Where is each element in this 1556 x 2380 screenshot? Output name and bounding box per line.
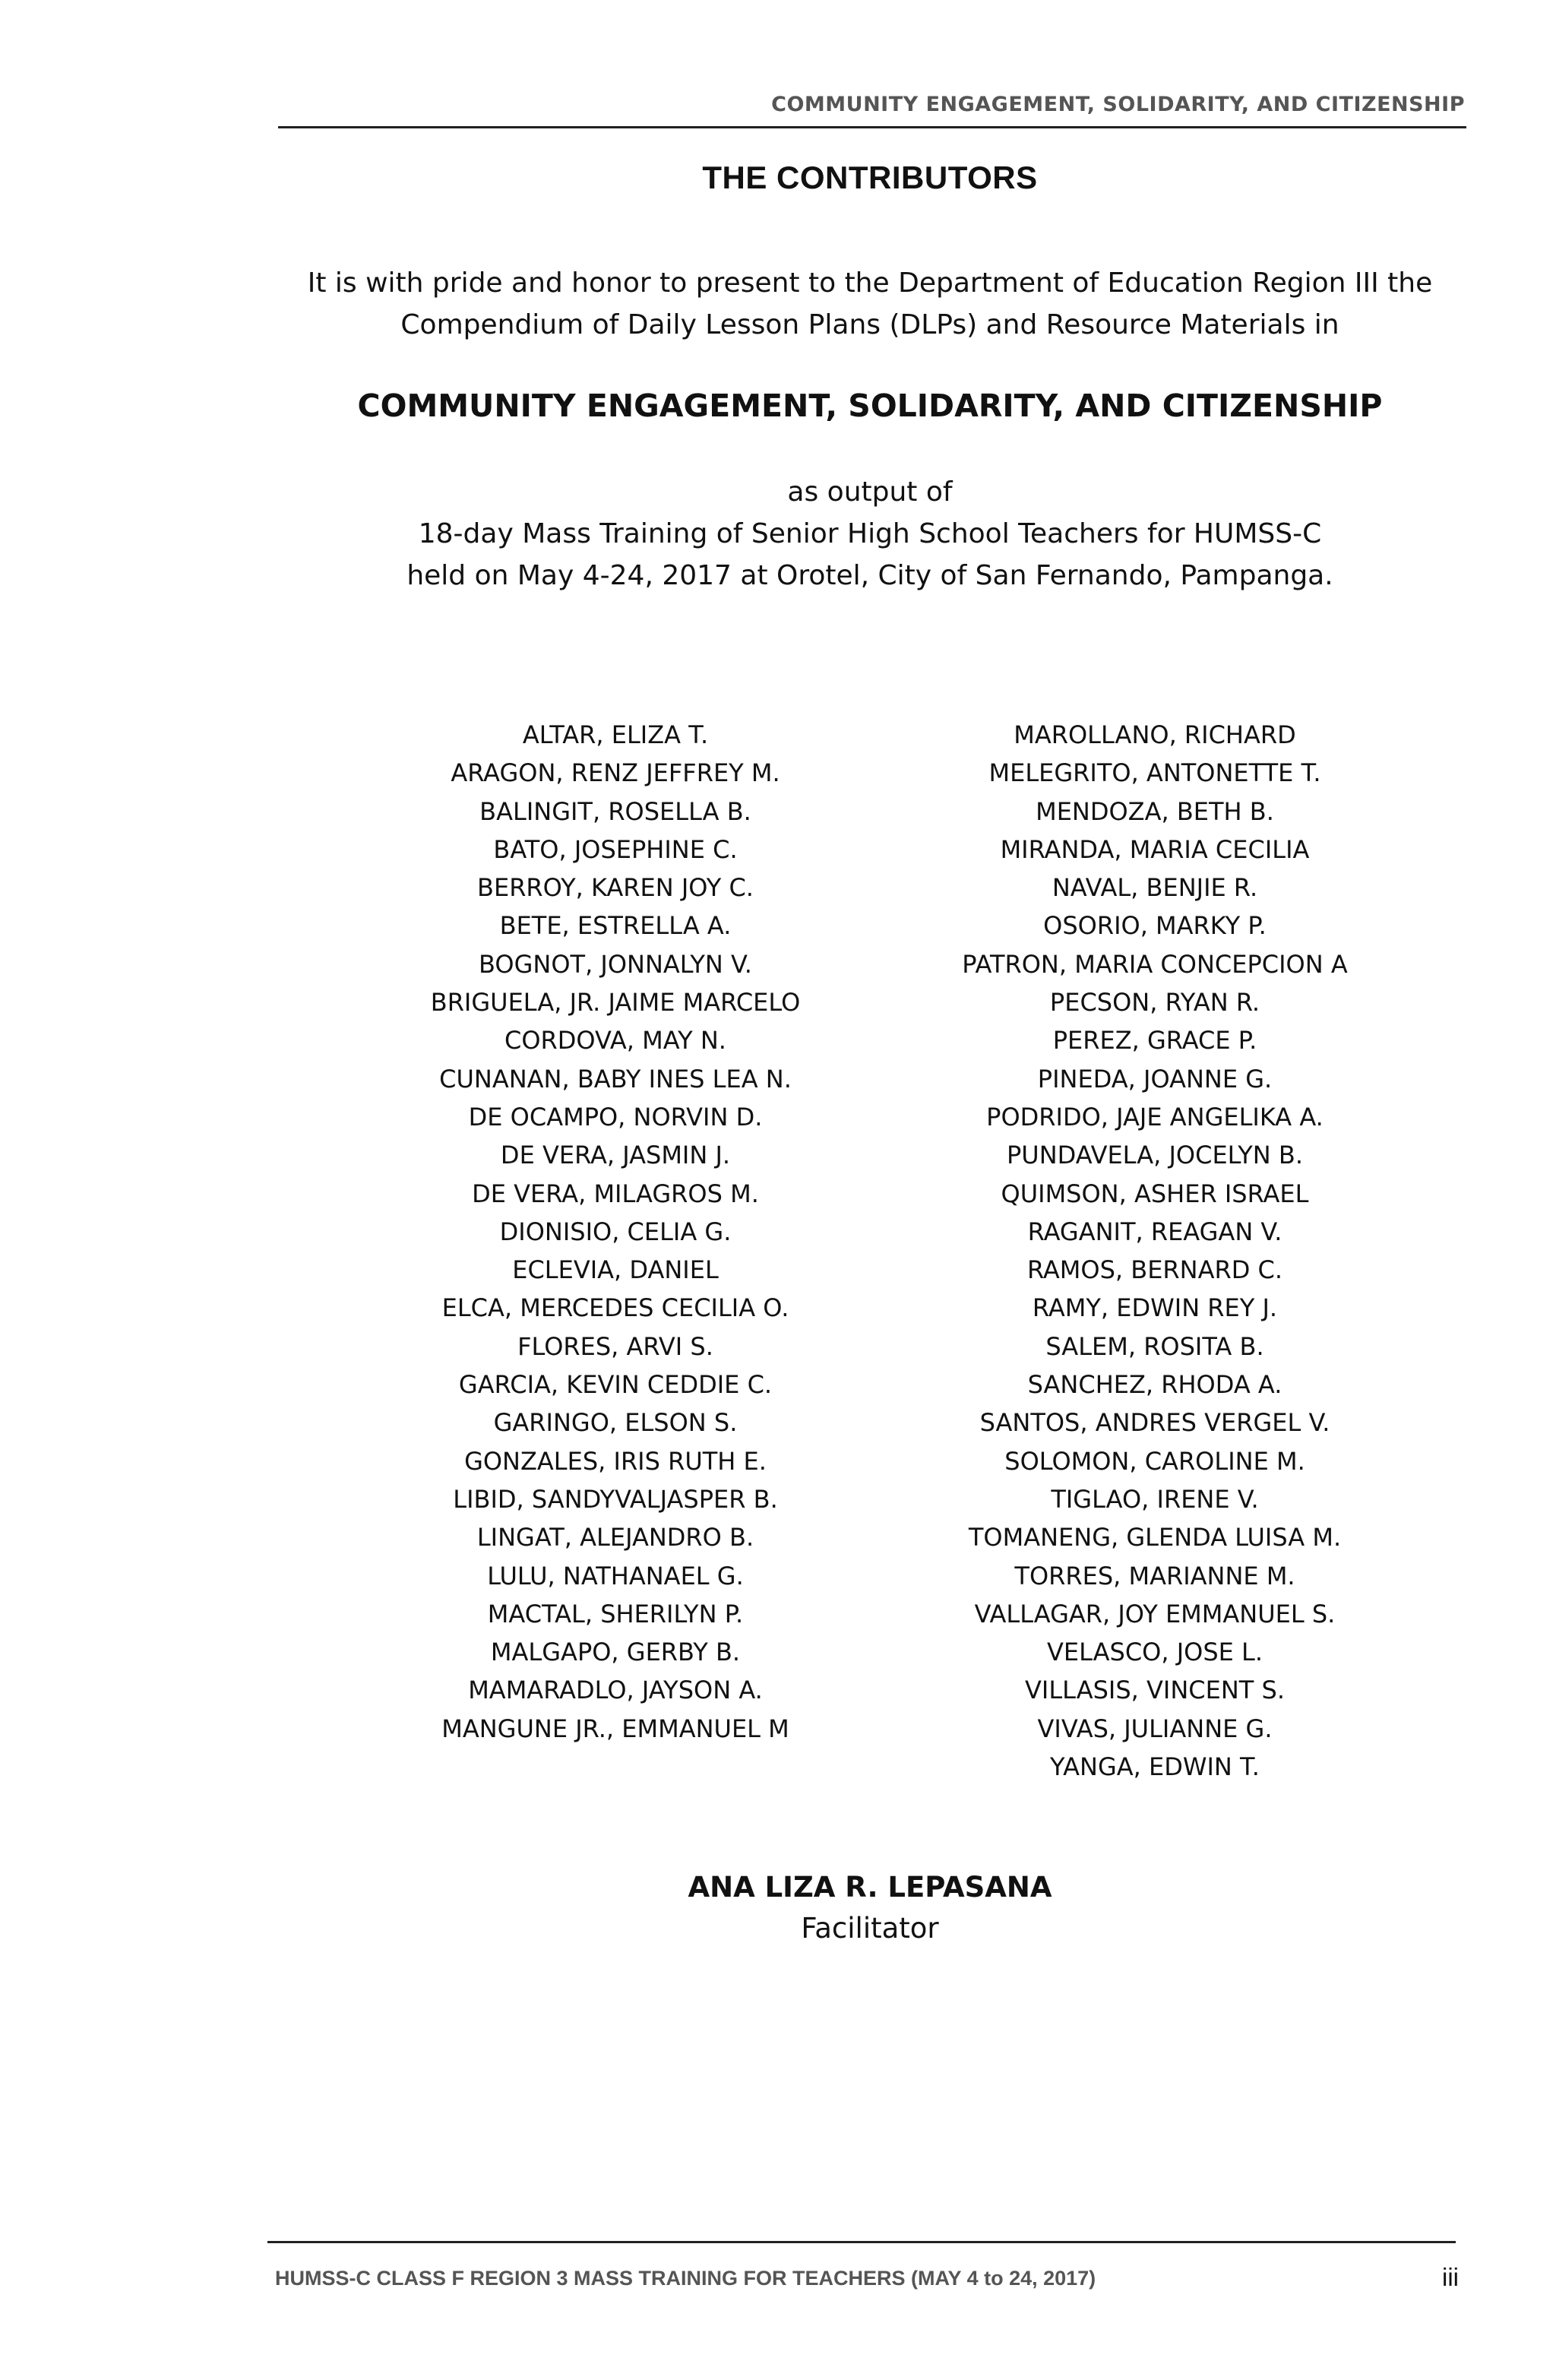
contributor-name: GONZALES, IRIS RUTH E.	[464, 1446, 767, 1476]
contributor-name: ARAGON, RENZ JEFFREY M.	[451, 758, 780, 788]
contributor-name: SANTOS, ANDRES VERGEL V.	[979, 1408, 1330, 1438]
contributor-name: QUIMSON, ASHER ISRAEL	[1001, 1179, 1309, 1208]
contributor-name: MALGAPO, GERBY B.	[490, 1638, 741, 1667]
contributor-name: BRIGUELA, JR. JAIME MARCELO	[430, 988, 801, 1018]
contributor-name: GARINGO, ELSON S.	[493, 1408, 738, 1438]
intro-line: It is with pride and honor to present to the Department of Education Region III the	[307, 267, 1433, 299]
contributor-name: MELEGRITO, ANTONETTE T.	[988, 758, 1321, 788]
contributor-name: DE VERA, JASMIN J.	[500, 1141, 731, 1170]
contributor-name: BATO, JOSEPHINE C.	[493, 834, 738, 864]
contributor-name: PEREZ, GRACE P.	[1052, 1026, 1257, 1055]
contributor-name: PATRON, MARIA CONCEPCION A	[962, 949, 1348, 979]
contributor-name: ALTAR, ELIZA T.	[522, 720, 709, 749]
contributor-name: CUNANAN, BABY INES LEA N.	[439, 1064, 792, 1093]
output-paragraph	[228, 471, 1512, 597]
contributor-name: DE OCAMPO, NORVIN D.	[468, 1102, 763, 1131]
contributor-name: BETE, ESTRELLA A.	[499, 911, 732, 941]
contributor-name: PODRIDO, JAJE ANGELIKA A.	[986, 1102, 1324, 1131]
contributor-name: VILLASIS, VINCENT S.	[1025, 1676, 1285, 1705]
contributors-left-column	[395, 716, 836, 1748]
contributor-name: FLORES, ARVI S.	[517, 1331, 713, 1361]
contributor-name: DIONISIO, CELIA G.	[499, 1217, 732, 1246]
contributor-name: DE VERA, MILAGROS M.	[472, 1179, 759, 1208]
contributor-name: BERROY, KAREN JOY C.	[477, 873, 754, 903]
contributor-name: LULU, NATHANAEL G.	[487, 1561, 744, 1590]
intro-line: Compendium of Daily Lesson Plans (DLPs) and Resource Materials in	[400, 309, 1339, 340]
running-header: COMMUNITY ENGAGEMENT, SOLIDARITY, AND CITIZENSHIP	[771, 93, 1465, 116]
contributor-name: MAMARADLO, JAYSON A.	[468, 1676, 763, 1705]
footer-text: HUMSS-C CLASS F REGION 3 MASS TRAINING FOR TEACHERS (MAY 4 to 24, 2017)	[275, 2267, 1096, 2290]
contributor-name: SOLOMON, CAROLINE M.	[1004, 1446, 1305, 1476]
contributor-name: LINGAT, ALEJANDRO B.	[476, 1523, 754, 1552]
contributor-name: MACTAL, SHERILYN P.	[487, 1599, 744, 1628]
contributor-name: TIGLAO, IRENE V.	[1051, 1484, 1259, 1514]
facilitator-name: ANA LIZA R. LEPASANA	[688, 1871, 1052, 1904]
contributor-name: NAVAL, BENJIE R.	[1052, 873, 1258, 903]
contributor-name: RAGANIT, REAGAN V.	[1027, 1217, 1282, 1246]
output-line: held on May 4-24, 2017 at Orotel, City of San Fernando, Pampanga.	[406, 560, 1333, 591]
contributor-name: BALINGIT, ROSELLA B.	[479, 796, 751, 826]
contributor-name: SANCHEZ, RHODA A.	[1027, 1370, 1282, 1400]
contributor-name: TOMANENG, GLENDA LUISA M.	[968, 1523, 1342, 1552]
contributors-right-column	[935, 716, 1375, 1786]
contributor-name: ECLEVIA, DANIEL	[512, 1255, 719, 1285]
output-line: 18-day Mass Training of Senior High School Teachers for HUMSS-C	[418, 518, 1322, 549]
contributor-name: PECSON, RYAN R.	[1049, 988, 1260, 1018]
contributor-name: VIVAS, JULIANNE G.	[1037, 1714, 1273, 1743]
contributor-name: ELCA, MERCEDES CECILIA O.	[441, 1293, 789, 1323]
output-line: as output of	[787, 476, 953, 508]
contributor-name: PINEDA, JOANNE G.	[1037, 1064, 1273, 1093]
contributor-name: MENDOZA, BETH B.	[1036, 796, 1274, 826]
subject-title: COMMUNITY ENGAGEMENT, SOLIDARITY, AND CITIZENSHIP	[357, 388, 1383, 424]
page-title: THE CONTRIBUTORS	[702, 160, 1038, 195]
page-number: iii	[1442, 2263, 1459, 2291]
facilitator-role: Facilitator	[801, 1912, 939, 1945]
contributor-name: VELASCO, JOSE L.	[1046, 1638, 1263, 1667]
intro-paragraph	[228, 262, 1512, 346]
contributor-name: RAMY, EDWIN REY J.	[1032, 1293, 1278, 1323]
contributor-name: TORRES, MARIANNE M.	[1014, 1561, 1295, 1590]
footer-divider	[267, 2241, 1456, 2243]
contributor-name: SALEM, ROSITA B.	[1045, 1331, 1264, 1361]
contributor-name: YANGA, EDWIN T.	[1050, 1752, 1260, 1782]
contributor-name: PUNDAVELA, JOCELYN B.	[1006, 1141, 1304, 1170]
contributor-name: RAMOS, BERNARD C.	[1026, 1255, 1283, 1285]
contributor-name: MIRANDA, MARIA CECILIA	[1000, 834, 1310, 864]
contributor-name: VALLAGAR, JOY EMMANUEL S.	[974, 1599, 1336, 1628]
contributor-name: MAROLLANO, RICHARD	[1014, 720, 1296, 749]
contributor-name: GARCIA, KEVIN CEDDIE C.	[458, 1370, 773, 1400]
header-divider	[278, 126, 1466, 128]
contributor-name: LIBID, SANDYVALJASPER B.	[453, 1484, 778, 1514]
contributor-name: MANGUNE JR., EMMANUEL M	[441, 1714, 789, 1743]
contributor-name: CORDOVA, MAY N.	[504, 1026, 726, 1055]
contributor-name: OSORIO, MARKY P.	[1043, 911, 1267, 941]
contributor-name: BOGNOT, JONNALYN V.	[479, 949, 752, 979]
